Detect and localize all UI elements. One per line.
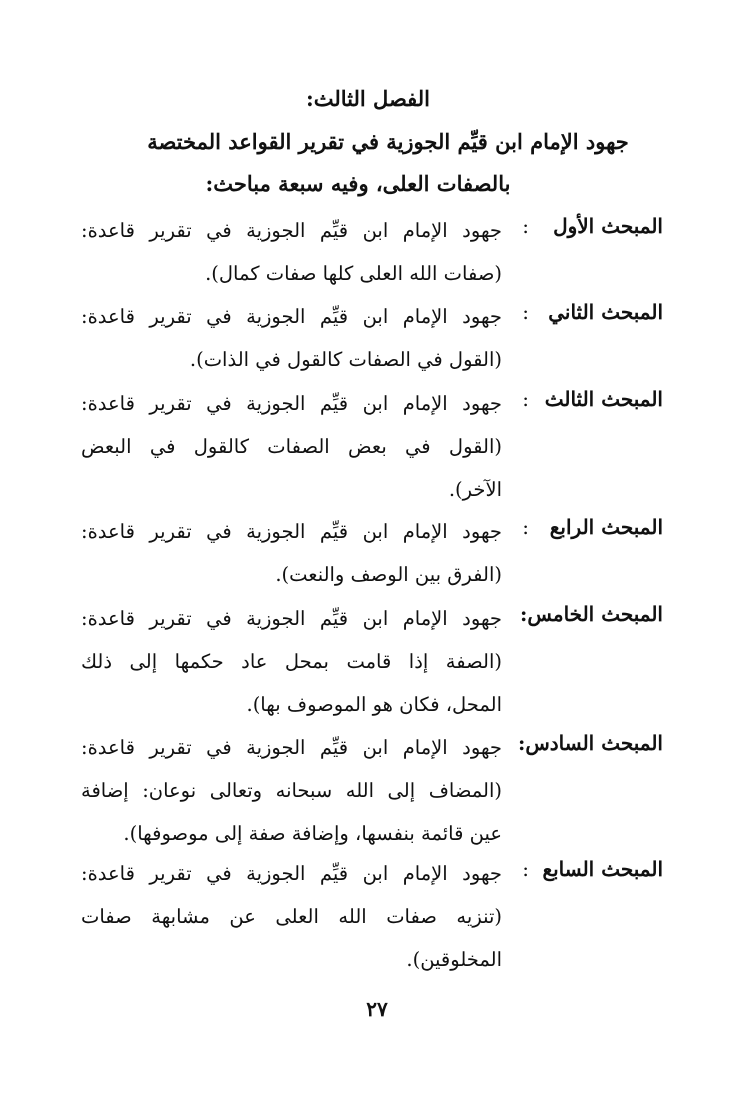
- chapter-heading: الفصل الثالث:: [305, 86, 431, 111]
- section-colon: :: [522, 300, 529, 324]
- section-body: [81, 382, 502, 511]
- section-body: [81, 209, 502, 295]
- section-line: جهود الإمام ابن قيِّم الجوزية في تقرير قاعدة:: [81, 520, 502, 543]
- section-line: المخلوقين).: [406, 948, 502, 971]
- section-name: المبحث السادس:: [517, 731, 663, 755]
- section-line: (القول في بعض الصفات كالقول في البعض: [81, 435, 502, 458]
- section-body: [81, 597, 502, 726]
- chapter-subtitle: بالصفات العلى، وفيه سبعة مباحث:: [205, 171, 511, 196]
- section-name: المبحث السابع: [542, 857, 663, 881]
- section-body: [81, 510, 502, 596]
- section-colon: :: [522, 214, 529, 238]
- section-line: (المضاف إلى الله سبحانه وتعالى نوعان: إضافة: [81, 779, 502, 802]
- section-line: عين قائمة بنفسها، وإضافة صفة إلى موصوفها).: [123, 822, 502, 845]
- section-line: المحل، فكان هو الموصوف بها).: [246, 693, 502, 716]
- section-line: (تنزيه صفات الله العلى عن مشابهة صفات: [81, 905, 502, 928]
- chapter-title: جهود الإمام ابن قيِّم الجوزية في تقرير القواعد المختصة: [147, 129, 629, 154]
- section-colon: :: [522, 857, 529, 881]
- section-colon: :: [522, 387, 529, 411]
- section-line: (القول في الصفات كالقول في الذات).: [189, 348, 502, 371]
- section-line: جهود الإمام ابن قيِّم الجوزية في تقرير قاعدة:: [81, 219, 502, 242]
- section-name: المبحث الخامس:: [519, 602, 663, 626]
- section-body: [81, 852, 502, 981]
- section-name: المبحث الأول: [553, 214, 663, 238]
- section-body: [81, 726, 502, 855]
- section-line: جهود الإمام ابن قيِّم الجوزية في تقرير قاعدة:: [81, 607, 502, 630]
- section-body: [81, 295, 502, 381]
- section-name: المبحث الرابع: [549, 515, 663, 539]
- section-line: جهود الإمام ابن قيِّم الجوزية في تقرير قاعدة:: [81, 305, 502, 328]
- section-line: جهود الإمام ابن قيِّم الجوزية في تقرير قاعدة:: [81, 736, 502, 759]
- section-line: (صفات الله العلى كلها صفات كمال).: [205, 262, 502, 285]
- section-line: جهود الإمام ابن قيِّم الجوزية في تقرير قاعدة:: [81, 862, 502, 885]
- page-number: ٢٧: [366, 997, 388, 1021]
- section-name: المبحث الثالث: [544, 387, 663, 411]
- section-line: (الصفة إذا قامت بمحل عاد حكمها إلى ذلك: [81, 650, 502, 673]
- section-line: (الفرق بين الوصف والنعت).: [275, 563, 502, 586]
- section-name: المبحث الثاني: [548, 300, 663, 324]
- section-line: الآخر).: [448, 478, 502, 501]
- section-line: جهود الإمام ابن قيِّم الجوزية في تقرير قاعدة:: [81, 392, 502, 415]
- section-colon: :: [522, 515, 529, 539]
